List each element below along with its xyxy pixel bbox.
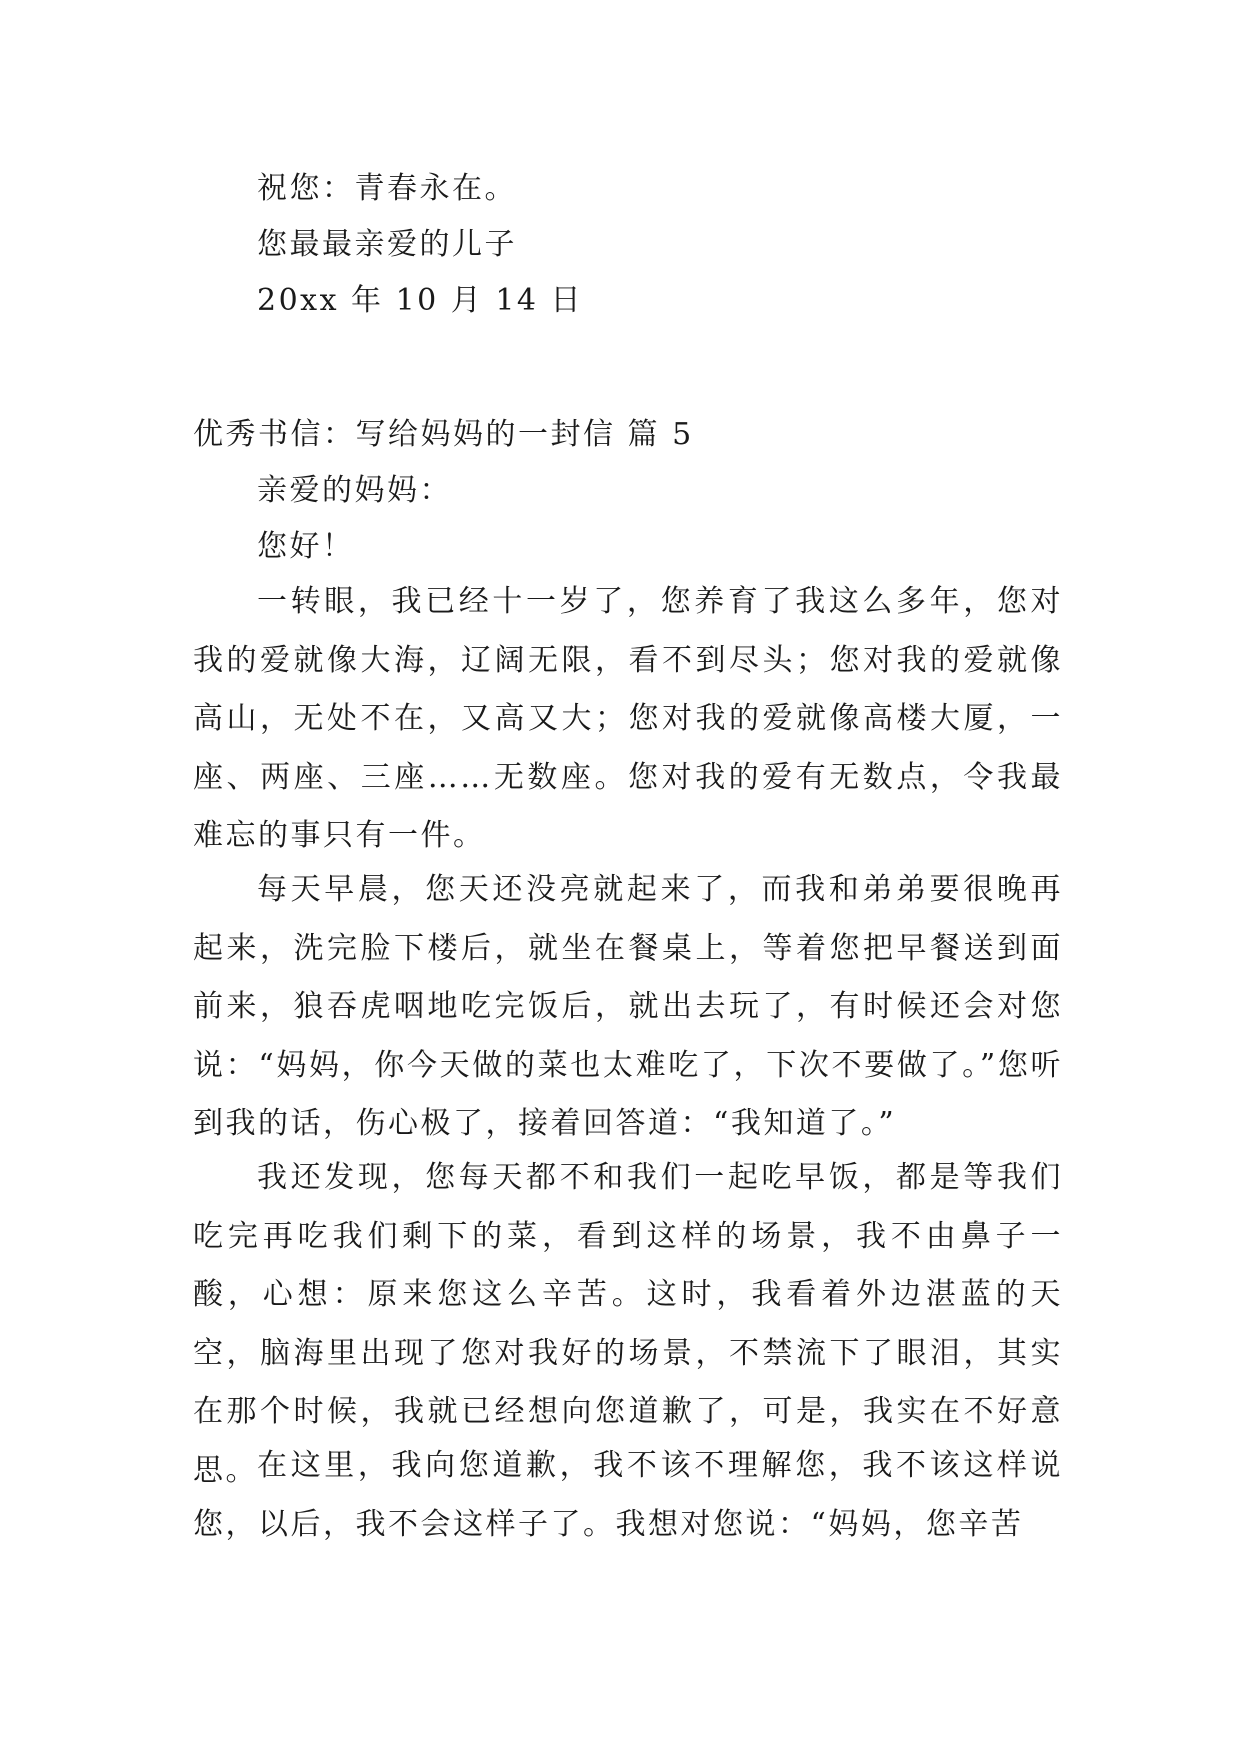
body-paragraph-3: 我还发现，您每天都不和我们一起吃早饭，都是等我们吃完再吃我们剩下的菜，看到这样的场景，我不由鼻子一酸，心想：原来您这么辛苦。这时，我看着外边湛蓝的天空，脑海里出现了您对我好的场景，不禁流下了眼泪，其实在那个时候，我就已经想向您道歉了，可是，我实在不好意思。 <box>193 1160 1063 1488</box>
closing-wish: 祝您：青春永在。 <box>257 171 517 206</box>
letter-greeting: 您好！ <box>257 529 355 564</box>
closing-date: 20xx 年 10 月 14 日 <box>257 283 584 318</box>
body-paragraph-4: 在这里，我向您道歉，我不该不理解您，我不该这样说您，以后，我不会这样子了。我想对您说：“妈妈，您辛苦 <box>193 1448 1063 1542</box>
body-paragraph-2: 每天早晨，您天还没亮就起来了，而我和弟弟要很晚再起来，洗完脸下楼后，就坐在餐桌上，等着您把早餐送到面前来，狼吞虎咽地吃完饭后，就出去玩了，有时候还会对您说：“妈妈，你今天做的菜也太难吃了，下次不要做了。”您听到我的话，伤心极了，接着回答道：“我知道了。” <box>193 872 1063 1141</box>
body-paragraph-1: 一转眼，我已经十一岁了，您养育了我这么多年，您对我的爱就像大海，辽阔无限，看不到尽头；您对我的爱就像高山，无处不在，又高又大；您对我的爱就像高楼大厦，一座、两座、三座……无数座。您对我的爱有无数点，令我最难忘的事只有一件。 <box>193 584 1063 853</box>
letter-salutation: 亲爱的妈妈： <box>257 473 452 508</box>
section-title: 优秀书信：写给妈妈的一封信 篇 5 <box>193 417 694 452</box>
closing-signature: 您最最亲爱的儿子 <box>257 227 517 262</box>
